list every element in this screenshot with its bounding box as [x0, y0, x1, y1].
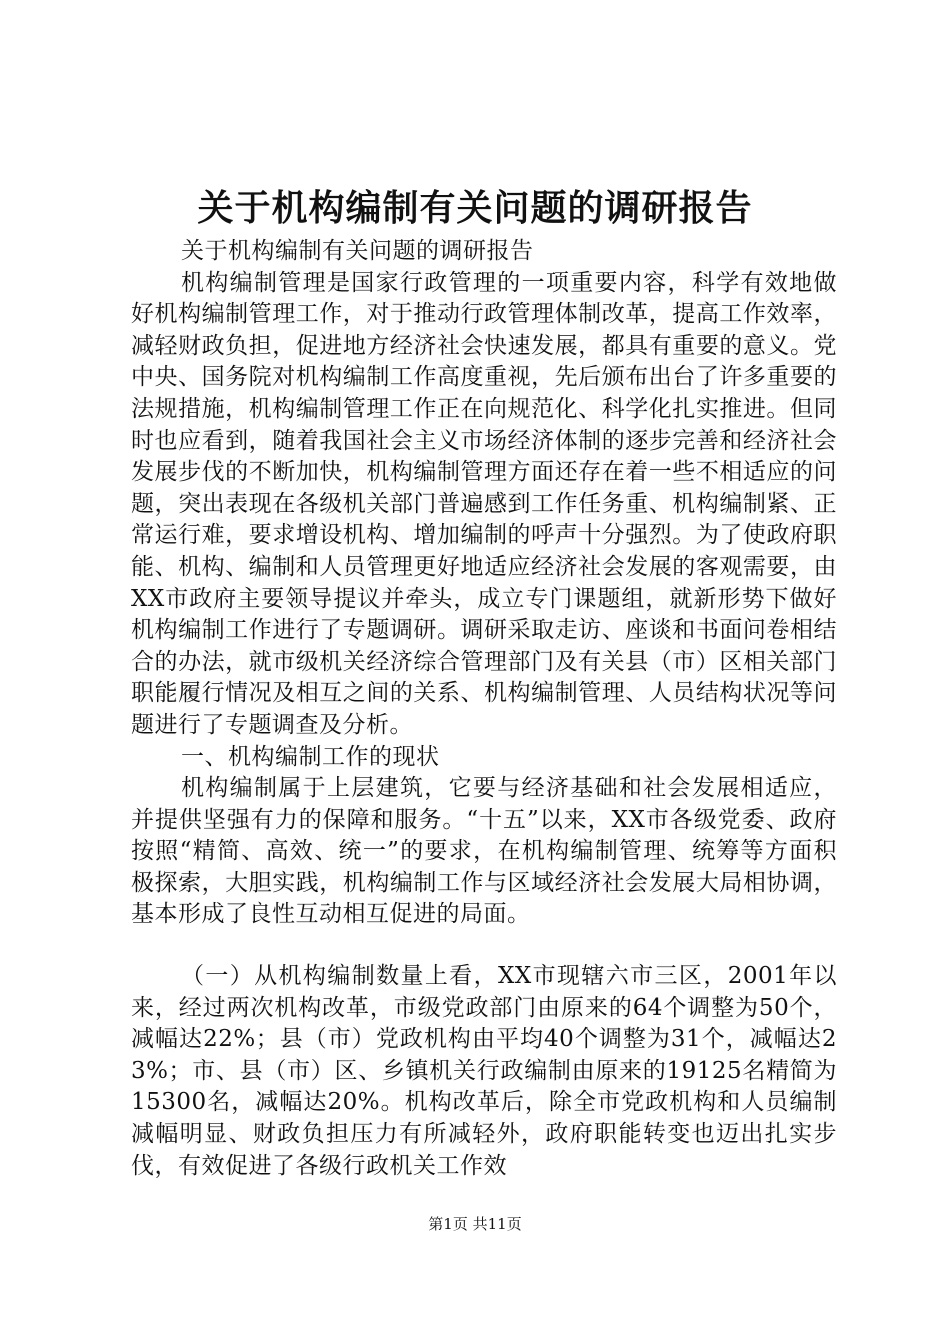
section-paragraph: 机构编制属于上层建筑，它要与经济基础和社会发展相适应，并提供坚强有力的保障和服务。“十五”以来，XX市各级党委、政府按照“精简、高效、统一”的要求，在机构编制管理、统筹等方面积极探索，大胆实践，机构编制工作与区域经济社会发展大局相协调，基本形成了良性互动相互促进的局面。 [131, 775, 837, 928]
document-title: 关于机构编制有关问题的调研报告 [197, 187, 753, 229]
section-heading: 一、机构编制工作的现状 [181, 743, 440, 770]
page-number-footer: 第1页 共11页 [428, 1215, 522, 1233]
subsection-paragraph: （一）从机构编制数量上看，XX市现辖六市三区，2001年以来，经过两次机构改革，市级党政部门由原来的64个调整为50个，减幅达22%；县（市）党政机构由平均40个调整为31个，减幅达23%；市、县（市）区、乡镇机关行政编制由原来的19125名精简为15300名，减幅达20%。机构改革后，除全市党政机构和人员编制减幅明显、财政负担压力有所减轻外，政府职能转变也迈出扎实步伐，有效促进了各级行政机关工作效 [131, 963, 837, 1179]
document-body [131, 236, 837, 1182]
subtitle-paragraph: 关于机构编制有关问题的调研报告 [181, 238, 534, 264]
intro-paragraph: 机构编制管理是国家行政管理的一项重要内容，科学有效地做好机构编制管理工作，对于推动行政管理体制改革，提高工作效率，减轻财政负担，促进地方经济社会快速发展，都具有重要的意义。党中央、国务院对机构编制工作高度重视，先后颁布出台了许多重要的法规措施，机构编制管理工作正在向规范化、科学化扎实推进。但同时也应看到，随着我国社会主义市场经济体制的逐步完善和经济社会发展步伐的不断加快，机构编制管理方面还存在着一些不相适应的问题，突出表现在各级机关部门普遍感到工作任务重、机构编制紧、正常运行难，要求增设机构、增加编制的呼声十分强烈。为了使政府职能、机构、编制和人员管理更好地适应经济社会发展的客观需要，由XX市政府主要领导提议并牵头，成立专门课题组，就新形势下做好机构编制工作进行了专题调研。调研采取走访、座谈和书面问卷相结合的办法，就市级机关经济综合管理部门及有关县（市）区相关部门职能履行情况及相互之间的关系、机构编制管理、人员结构状况等问题进行了专题调查及分析。 [131, 269, 837, 738]
